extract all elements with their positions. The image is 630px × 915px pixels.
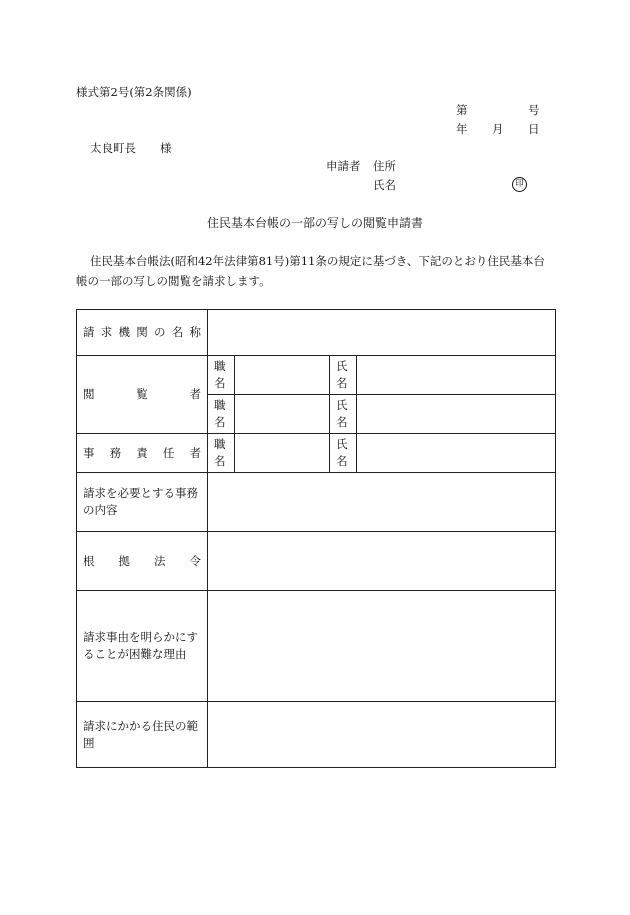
label-char: 請 — [83, 325, 95, 340]
responsible-officer-label — [77, 434, 208, 473]
difficulty-reason-field[interactable] — [208, 591, 556, 702]
seal-icon: 印 — [512, 177, 527, 192]
requesting-agency-field[interactable] — [208, 310, 556, 356]
officer-name-label: 氏名 — [330, 434, 357, 473]
viewer-1-name-label: 氏名 — [330, 356, 357, 395]
officer-job-title-label: 職名 — [208, 434, 235, 473]
label-char: 務 — [109, 445, 122, 460]
difficulty-reason-label: 請求事由を明らかにすることが困難な理由 — [77, 591, 208, 702]
addressee-honorific: 様 — [160, 141, 172, 155]
label-char: 責 — [136, 445, 148, 460]
label-char: 関 — [136, 325, 148, 340]
label-char: 事 — [83, 445, 95, 460]
date-day-label: 日 — [528, 122, 540, 136]
label-char: 根 — [83, 553, 95, 568]
form-number: 様式第2号(第2条関係) — [76, 85, 192, 99]
viewer-1-name-field[interactable] — [357, 356, 556, 395]
row-purpose — [77, 473, 556, 532]
label-char: 拠 — [118, 553, 130, 568]
applicant-name-label: 氏名 — [373, 178, 396, 192]
label-char: 名 — [171, 325, 184, 340]
legal-basis-field[interactable] — [208, 532, 556, 591]
resident-scope-field[interactable] — [208, 702, 556, 768]
viewer-label — [77, 356, 208, 434]
document-number-suffix: 号 — [528, 103, 540, 117]
row-viewer-1 — [77, 356, 556, 395]
document-title: 住民基本台帳の一部の写しの閲覧申請書 — [206, 216, 423, 230]
row-difficulty-reason — [77, 591, 556, 702]
viewer-2-name-label: 氏名 — [330, 395, 357, 434]
row-requesting-agency — [77, 310, 556, 356]
viewer-2-name-field[interactable] — [357, 395, 556, 434]
label-char: 令 — [189, 553, 201, 568]
resident-scope-label: 請求にかかる住民の範囲 — [77, 702, 208, 768]
label-char: の — [154, 325, 166, 340]
application-form-table — [76, 309, 556, 768]
label-char: 覧 — [136, 387, 148, 402]
date-year-label: 年 — [456, 122, 468, 136]
row-legal-basis — [77, 532, 556, 591]
document-number-prefix: 第 — [456, 103, 468, 117]
label-char: 機 — [118, 325, 130, 340]
purpose-label: 請求を必要とする事務の内容 — [77, 473, 208, 532]
label-char: 閲 — [83, 387, 95, 402]
viewer-1-job-title-field[interactable] — [235, 356, 330, 395]
body-text-line-1: 住民基本台帳法(昭和42年法律第81号)第11条の規定に基づき、下記のとおり住民基本台 — [90, 254, 545, 268]
officer-name-field[interactable] — [357, 434, 556, 473]
viewer-2-job-title-label: 職名 — [208, 395, 235, 434]
label-char: 求 — [100, 325, 113, 340]
purpose-field[interactable] — [208, 473, 556, 532]
row-resident-scope — [77, 702, 556, 768]
date-month-label: 月 — [492, 122, 504, 136]
officer-job-title-field[interactable] — [235, 434, 330, 473]
viewer-2-job-title-field[interactable] — [235, 395, 330, 434]
label-char: 者 — [189, 445, 201, 460]
label-char: 者 — [189, 387, 201, 402]
body-text-line-2: 帳の一部の写しの閲覧を請求します。 — [76, 274, 271, 288]
label-char: 称 — [189, 325, 201, 340]
row-responsible-officer — [77, 434, 556, 473]
applicant-label: 申請者 — [326, 159, 361, 173]
label-char: 法 — [154, 553, 166, 568]
requesting-agency-label — [77, 310, 208, 356]
legal-basis-label — [77, 532, 208, 591]
applicant-address-label: 住所 — [373, 159, 396, 173]
addressee: 太良町長 — [90, 141, 136, 155]
viewer-1-job-title-label: 職名 — [208, 356, 235, 395]
label-char: 任 — [162, 445, 175, 460]
